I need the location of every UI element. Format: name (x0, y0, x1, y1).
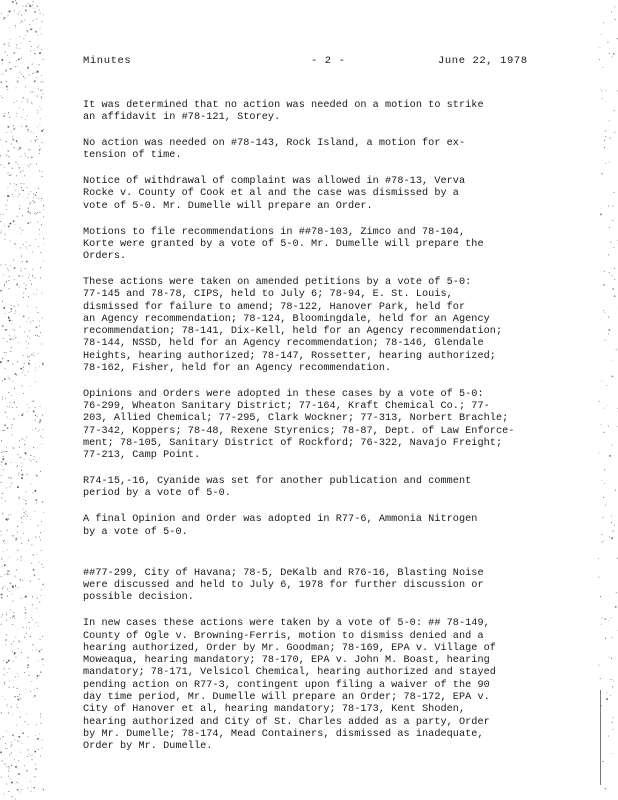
header-date: June 22, 1978 (438, 55, 528, 67)
paragraph-zimco-korte: Motions to file recommendations in ##78-103, Zimco and 78-104, Korte were granted by a vote of 5-0. Mr. Dumelle will prepare the Orders. (83, 226, 484, 263)
scan-noise-left-margin (0, 0, 44, 800)
paragraph-rocke-withdrawal: Notice of withdrawal of complaint was allowed in #78-13, Verva Rocke v. County of Cook et al and the case was dismissed by a vote of 5-0. Mr. Dumelle will prepare an Order. (83, 176, 466, 212)
page-number: - 2 - (311, 55, 346, 67)
scan-edge-line (600, 690, 601, 785)
header-title: Minutes (83, 55, 132, 67)
paragraph-havana-dekalb: ##77-299, City of Havana; 78-5, DeKalb and R76-16, Blasting Noise were discussed and held to July 6, 1978 for further discussion or possible decision. (83, 567, 484, 604)
paragraph-opinions-orders: Opinions and Orders were adopted in these cases by a vote of 5-0: 76-299, Wheaton Sanitary District; 77-164, Kraft Chemical Co.; 77- 203, Allied Chemical; 77-295, Clark Wockner; 77-313, Norbert Brachle; 77-342, Koppers; 78-48, Rexene Styrenics; 78-87, Dept. of Law Enforce- ment; 78-105, Sanitary District of Rockford; 76-322, Navajo Freight; 77-213, Camp Point. (83, 388, 515, 462)
paragraph-ammonia-nitrogen: A final Opinion and Order was adopted in R77-6, Ammonia Nitrogen by a vote of 5-0. (83, 514, 478, 538)
paragraph-rock-island: No action was needed on #78-143, Rock Island, a motion for ex- tension of time. (83, 138, 466, 162)
scan-noise-right-margin (598, 0, 618, 800)
paragraph-amended-petitions: These actions were taken on amended petitions by a vote of 5-0: 77-145 and 78-78, CIPS, held to July 6; 78-94, E. St. Louis, dismissed for failure to amend; 78-122, Hanover Park, held for an Agency recommendation; 78-124, Bloomingdale, held for an Agency recommendation; 78-141, Dix-Kell, held for an Agency recommendation; 78-144, NSSD, held for an Agency recommendation; 78-146, Glendale Heights, hearing authorized; 78-147, Rossetter, hearing authorized; 78-162, Fisher, held for an Agency recommendation. (83, 276, 503, 375)
paragraph-new-cases: In new cases these actions were taken by a vote of 5-0: ## 78-149, County of Ogle v. Browning-Ferris, motion to dismiss denied and a hearing authorized, Order by Mr. Goodman; 78-169, EPA v. Village of Moweaqua, hearing mandatory; 78-170, EPA v. John M. Boast, hearing mandatory; 78-171, Velsicol Chemical, hearing authorized and stayed pending action on R77-3, contingent upon filing a waiver of the 90 day time period, Mr. Dumelle will prepare an Order; 78-172, EPA v. City of Hanover et al, hearing mandatory; 78-173, Kent Shoden, hearing authorized and City of St. Charles added as a party, Order by Mr. Dumelle; 78-174, Mead Containers, dismissed as inadequate, Order by Mr. Dumelle. (83, 618, 496, 753)
paragraph-storey: It was determined that no action was needed on a motion to strike an affidavit in #78-121, Storey. (83, 100, 484, 124)
page-header (83, 55, 533, 71)
paragraph-cyanide: R74-15,-16, Cyanide was set for another publication and comment period by a vote of 5-0. (83, 476, 472, 500)
minutes-body (83, 100, 593, 767)
